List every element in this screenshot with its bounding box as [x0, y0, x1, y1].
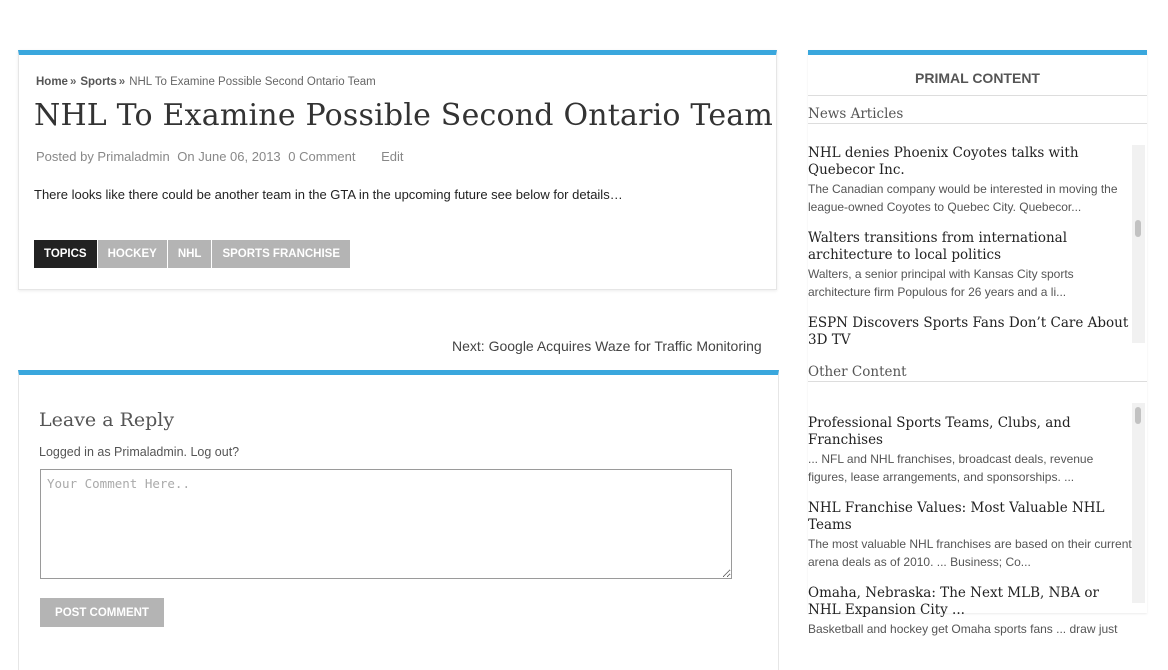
other-item-title[interactable]: NHL Franchise Values: Most Valuable NHL Teams [808, 500, 1105, 533]
breadcrumb [36, 76, 376, 88]
reply-heading: Leave a Reply [39, 409, 175, 431]
post-comment-button[interactable]: POST COMMENT [40, 598, 164, 627]
post-date: On June 06, 2013 [177, 149, 281, 164]
news-articles-heading: News Articles [808, 106, 904, 122]
scroll-thumb[interactable] [1135, 220, 1141, 237]
tag-sports-franchise[interactable]: SPORTS FRANCHISE [212, 240, 350, 268]
post-meta [36, 149, 408, 164]
scroll-thumb[interactable] [1135, 407, 1141, 424]
list-item[interactable] [808, 230, 1132, 301]
divider [808, 381, 1147, 382]
tag-topics-label: TOPICS [34, 240, 97, 268]
breadcrumb-separator: » [118, 76, 126, 88]
other-item-title[interactable]: Professional Sports Teams, Clubs, and Franchises [808, 415, 1071, 448]
divider [808, 95, 1147, 96]
edit-link[interactable]: Edit [381, 149, 404, 164]
comment-card [18, 370, 779, 670]
article-card [18, 50, 777, 290]
other-item-title[interactable]: Omaha, Nebraska: The Next MLB, NBA or NHL Expansion City ... [808, 585, 1099, 618]
breadcrumb-separator: » [69, 76, 77, 88]
comment-textarea[interactable] [40, 469, 732, 579]
logged-in-text[interactable]: Logged in as Primaladmin. Log out? [39, 445, 240, 459]
other-item-desc: ... NFL and NHL franchises, broadcast deals, revenue figures, lease arrangements, and sponsorships. ... [808, 452, 1094, 484]
sidebar-title: PRIMAL CONTENT [915, 70, 1040, 86]
breadcrumb-home-link[interactable]: Home [36, 76, 68, 88]
post-excerpt: There looks like there could be another team in the GTA in the upcoming future see below for details… [34, 187, 623, 202]
other-feed [808, 415, 1132, 636]
news-item-title[interactable]: NHL denies Phoenix Coyotes talks with Quebecor Inc. [808, 145, 1079, 178]
page-title: NHL To Examine Possible Second Ontario Team [34, 98, 774, 133]
news-scrollbar[interactable] [1132, 145, 1145, 343]
other-item-desc: The most valuable NHL franchises are based on their current arena deals as of 2010. ... Business; Co... [808, 537, 1132, 569]
tag-nhl[interactable]: NHL [168, 240, 212, 268]
list-item[interactable] [808, 315, 1132, 349]
news-item-title[interactable]: ESPN Discovers Sports Fans Don’t Care About 3D TV [808, 315, 1129, 348]
next-post-link[interactable]: Next: Google Acquires Waze for Traffic Monitoring [452, 338, 762, 354]
breadcrumb-sports-link[interactable]: Sports [80, 76, 117, 88]
list-item[interactable] [808, 585, 1132, 638]
comment-count-link[interactable]: 0 Comment [288, 149, 356, 164]
news-feed [808, 145, 1132, 348]
post-author[interactable]: Posted by Primaladmin [36, 149, 170, 164]
other-item-desc: Basketball and hockey get Omaha sports fans ... draw just [808, 622, 1118, 636]
list-item[interactable] [808, 415, 1132, 486]
divider [808, 123, 1147, 124]
list-item[interactable] [808, 145, 1132, 216]
breadcrumb-current: NHL To Examine Possible Second Ontario Team [129, 76, 376, 88]
other-content-heading: Other Content [808, 364, 907, 380]
tag-hockey[interactable]: HOCKEY [98, 240, 167, 268]
sidebar [808, 50, 1147, 636]
other-scrollbar[interactable] [1132, 403, 1145, 603]
tag-list [34, 240, 351, 268]
news-item-desc: The Canadian company would be interested in moving the league-owned Coyotes to Quebec City. Quebecor... [808, 182, 1118, 214]
news-item-title[interactable]: Walters transitions from international architecture to local politics [808, 230, 1068, 263]
list-item[interactable] [808, 500, 1132, 571]
news-item-desc: Walters, a senior principal with Kansas City sports architecture firm Populous for 26 years and a li... [808, 267, 1074, 299]
